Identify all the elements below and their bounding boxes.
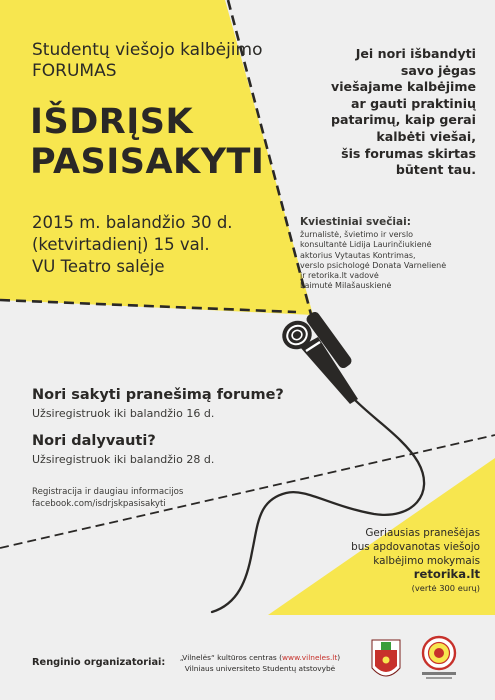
prize-line: kalbėjimo mokymais [373,554,480,567]
intro-line: ar gauti praktinių [351,95,476,111]
registration-info [32,486,183,510]
guest-line: konsultantė Lidija Laurinčiukienė [300,240,432,250]
organizer-vusa: Vilniaus universiteto Studentų atstovybė [184,663,336,673]
vilneles-coat-of-arms-icon [372,640,400,676]
microphone-icon [277,310,358,404]
vilneles-link[interactable]: www.vilneles.lt [281,653,338,662]
prize-text [298,527,480,596]
intro-line: Jei nori išbandyti [355,46,476,61]
intro-line: patarimų, kaip gerai [331,112,476,128]
intro-text [300,46,476,179]
organizer-vilneles [160,653,360,664]
event-date-venue [32,212,233,278]
answer-speaker-deadline: Užsiregistruok iki balandžio 16 d. [32,407,215,420]
organizers-label: Renginio organizatoriai: [32,657,166,668]
guest-line: žurnalistė, švietimo ir verslo [300,230,414,239]
facebook-link[interactable]: facebook.com/isdrjskpasisakyti [32,499,166,509]
registration-info-line: Registracija ir daugiau informacijos [32,487,184,497]
retorika-site: retorika.lt [413,567,480,582]
question-speaker: Nori sakyti pranešimą forume? [32,387,284,403]
event-date: 2015 m. balandžio 30 d. [32,213,233,232]
event-title [30,102,264,182]
guest-line: Laimutė Milašauskienė [300,281,392,291]
prize-line: bus apdovanotas viešojo [351,540,480,553]
event-day-time: (ketvirtadienį) 15 val. [32,235,210,254]
intro-line: savo jėgas [400,62,476,78]
intro-line: šis forumas skirtas [341,145,476,161]
prize-line: Geriausias pranešėjas [365,527,480,539]
organizers-list [160,653,360,674]
title-line-2: PASISAKYTI [30,142,265,182]
invited-guests [300,216,480,292]
guest-line: verslo psichologė Donata Varnelienė [300,260,447,270]
organizer-vilneles-suffix: ) [337,653,341,662]
prize-worth: (vertė 300 eurų) [411,583,480,594]
organizer-vilneles-name: „Vilnelės“ kultūros centras ( [179,653,282,662]
guest-line: ir retorika.lt vadovė [300,271,379,281]
intro-line: kalbėti viešai, [376,128,476,144]
intro-line: viešajame kalbėjime [331,79,476,95]
guests-heading: Kviestiniai svečiai: [300,216,411,228]
guest-line: aktorius Vytautas Kontrimas, [300,250,416,260]
question-attend: Nori dalyvauti? [32,433,156,449]
vu-sa-seal-icon [422,637,456,679]
subtitle-line-2: FORUMAS [32,61,117,81]
intro-line: būtent tau. [395,162,476,178]
answer-attend-deadline: Užsiregistruok iki balandžio 28 d. [32,453,215,466]
forum-subtitle [32,40,262,82]
title-line-1: IŠDRĮSK [30,102,194,142]
subtitle-line-1: Studentų viešojo kalbėjimo [32,40,263,60]
event-venue: VU Teatro salėje [32,257,165,276]
